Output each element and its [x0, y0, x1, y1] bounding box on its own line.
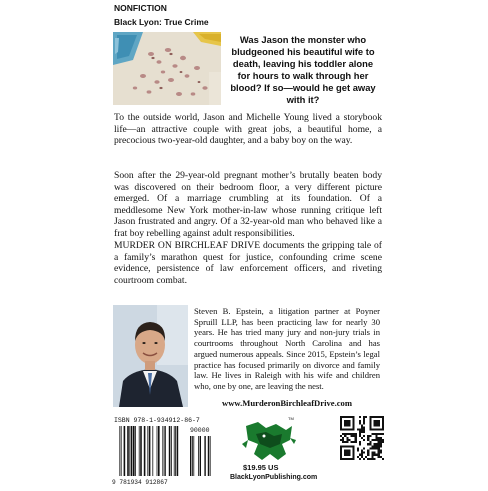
- barcode-addon-bar: [210, 436, 211, 476]
- qr-module: [376, 439, 378, 441]
- qr-module: [346, 433, 348, 435]
- qr-finder-module: [348, 420, 350, 422]
- black-lyon-logo: [240, 414, 298, 464]
- qr-module: [363, 439, 365, 441]
- qr-finder-module: [353, 420, 355, 422]
- barcode-bar: [162, 426, 163, 476]
- qr-finder-module: [371, 429, 373, 431]
- qr-finder-module: [346, 450, 348, 452]
- qr-module: [363, 418, 365, 420]
- qr-module: [367, 452, 369, 454]
- qr-module: [378, 454, 380, 456]
- qr-finder-module: [350, 429, 352, 431]
- qr-finder-module: [378, 416, 380, 418]
- qr-code[interactable]: [340, 416, 384, 460]
- qr-finder-module: [378, 429, 380, 431]
- price-label: $19.95 US: [243, 463, 279, 472]
- qr-finder-module: [340, 416, 342, 418]
- barcode-bar: [131, 426, 133, 476]
- qr-module: [371, 445, 373, 447]
- barcode-bar: [152, 426, 153, 476]
- qr-finder-module: [374, 429, 376, 431]
- qr-module: [355, 435, 357, 437]
- qr-module: [357, 456, 359, 458]
- barcode-bar: [147, 426, 148, 476]
- qr-module: [359, 441, 361, 443]
- qr-module: [371, 454, 373, 456]
- qr-module: [374, 433, 376, 435]
- qr-module: [340, 439, 342, 441]
- qr-module: [378, 441, 380, 443]
- qr-finder-module: [346, 458, 348, 460]
- qr-module: [369, 443, 371, 445]
- qr-finder-module: [353, 426, 355, 428]
- barcode-bar: [169, 426, 171, 476]
- qr-module: [359, 443, 361, 445]
- qr-finder-module: [348, 429, 350, 431]
- qr-module: [353, 441, 355, 443]
- qr-module: [359, 454, 361, 456]
- qr-finder-module: [340, 454, 342, 456]
- qr-finder-module: [340, 456, 342, 458]
- qr-finder-module: [344, 445, 346, 447]
- qr-module: [371, 439, 373, 441]
- category-label: NONFICTION: [114, 3, 167, 13]
- qr-module: [359, 458, 361, 460]
- qr-finder-module: [348, 445, 350, 447]
- qr-finder-module: [340, 418, 342, 420]
- qr-finder-module: [350, 458, 352, 460]
- qr-finder-module: [378, 424, 380, 426]
- barcode-addon-bar: [192, 436, 193, 476]
- price-code-text: 90000: [190, 427, 210, 434]
- qr-finder-module: [348, 454, 350, 456]
- barcode-bar: [124, 426, 126, 476]
- qr-module: [363, 435, 365, 437]
- blurb-paragraph-1: To the outside world, Jason and Michelle Young lived a storybook life—an attractive couple with great jobs, a beautiful home, a precocious two-year-old daughter, and a baby boy on the way.: [114, 112, 382, 147]
- qr-module: [380, 443, 382, 445]
- qr-finder-module: [340, 422, 342, 424]
- qr-module: [365, 416, 367, 418]
- qr-finder-module: [346, 429, 348, 431]
- qr-module: [367, 435, 369, 437]
- qr-module: [361, 452, 363, 454]
- barcode-addon-bar: [200, 436, 201, 476]
- qr-module: [346, 439, 348, 441]
- barcode-bar: [119, 426, 120, 476]
- qr-module: [353, 435, 355, 437]
- qr-module: [374, 452, 376, 454]
- qr-module: [376, 447, 378, 449]
- qr-module: [359, 416, 361, 418]
- publisher-website[interactable]: BlackLyonPublishing.com: [230, 474, 318, 481]
- qr-module: [374, 443, 376, 445]
- barcode-bar: [144, 426, 146, 476]
- qr-module: [363, 426, 365, 428]
- qr-module: [363, 422, 365, 424]
- qr-module: [355, 437, 357, 439]
- qr-module: [357, 429, 359, 431]
- qr-finder-module: [353, 454, 355, 456]
- qr-module: [361, 429, 363, 431]
- barcode-addon-bar: [208, 436, 209, 476]
- qr-module: [363, 452, 365, 454]
- qr-module: [355, 441, 357, 443]
- barcode-addon-bar: [198, 436, 199, 476]
- qr-module: [376, 445, 378, 447]
- qr-finder-module: [342, 445, 344, 447]
- qr-finder-module: [353, 447, 355, 449]
- qr-finder-module: [340, 426, 342, 428]
- qr-finder-module: [353, 416, 355, 418]
- barcode-addon-bar: [190, 436, 191, 476]
- qr-module: [378, 445, 380, 447]
- qr-module: [363, 416, 365, 418]
- qr-finder-module: [348, 458, 350, 460]
- qr-module: [382, 433, 384, 435]
- qr-module: [367, 443, 369, 445]
- barcode-addon-bar: [204, 436, 205, 476]
- qr-finder-module: [344, 420, 346, 422]
- qr-module: [363, 431, 365, 433]
- qr-finder-module: [382, 424, 384, 426]
- qr-finder-module: [376, 429, 378, 431]
- qr-module: [382, 441, 384, 443]
- qr-module: [371, 458, 373, 460]
- qr-module: [348, 433, 350, 435]
- qr-finder-module: [348, 422, 350, 424]
- barcode-bar: [133, 426, 135, 476]
- qr-module: [361, 450, 363, 452]
- qr-module: [367, 454, 369, 456]
- barcode-bar: [129, 426, 130, 476]
- qr-module: [348, 439, 350, 441]
- qr-module: [382, 458, 384, 460]
- qr-module: [369, 458, 371, 460]
- barcode-bar: [177, 426, 179, 476]
- qr-module: [376, 435, 378, 437]
- qr-module: [342, 437, 344, 439]
- qr-finder-module: [369, 416, 371, 418]
- author-photo: [113, 305, 188, 407]
- qr-finder-module: [376, 424, 378, 426]
- qr-module: [353, 433, 355, 435]
- qr-finder-module: [369, 424, 371, 426]
- qr-module: [380, 439, 382, 441]
- qr-module: [350, 435, 352, 437]
- barcode-bar: [139, 426, 140, 476]
- qr-module: [378, 439, 380, 441]
- qr-module: [374, 445, 376, 447]
- qr-finder-module: [378, 420, 380, 422]
- qr-module: [371, 456, 373, 458]
- qr-finder-module: [382, 416, 384, 418]
- qr-finder-module: [344, 422, 346, 424]
- qr-module: [361, 431, 363, 433]
- qr-finder-module: [380, 416, 382, 418]
- qr-finder-module: [344, 454, 346, 456]
- qr-finder-module: [371, 416, 373, 418]
- qr-module: [378, 450, 380, 452]
- qr-module: [380, 452, 382, 454]
- qr-module: [367, 437, 369, 439]
- qr-finder-module: [382, 429, 384, 431]
- qr-finder-module: [374, 416, 376, 418]
- qr-module: [371, 433, 373, 435]
- qr-finder-module: [346, 420, 348, 422]
- qr-module: [367, 458, 369, 460]
- qr-module: [361, 456, 363, 458]
- qr-module: [359, 431, 361, 433]
- qr-finder-module: [342, 458, 344, 460]
- qr-finder-module: [348, 452, 350, 454]
- qr-module: [369, 441, 371, 443]
- qr-finder-module: [376, 422, 378, 424]
- qr-module: [365, 456, 367, 458]
- qr-module: [374, 439, 376, 441]
- qr-module: [380, 437, 382, 439]
- qr-module: [369, 435, 371, 437]
- barcode-bar: [158, 426, 160, 476]
- qr-module: [380, 450, 382, 452]
- barcode-addon-bar: [193, 436, 194, 476]
- qr-finder-module: [342, 429, 344, 431]
- qr-finder-module: [378, 422, 380, 424]
- qr-finder-module: [382, 422, 384, 424]
- qr-module: [344, 435, 346, 437]
- qr-module: [359, 422, 361, 424]
- qr-module: [376, 433, 378, 435]
- barcode-bar: [135, 426, 136, 476]
- qr-module: [380, 445, 382, 447]
- barcode-bar: [165, 426, 166, 476]
- isbn-text: ISBN 978-1-934912-86-7: [114, 417, 200, 424]
- qr-finder-module: [353, 452, 355, 454]
- qr-module: [367, 439, 369, 441]
- qr-finder-module: [350, 416, 352, 418]
- qr-module: [361, 437, 363, 439]
- qr-finder-module: [353, 424, 355, 426]
- qr-finder-module: [382, 420, 384, 422]
- book-website[interactable]: www.MurderonBirchleafDrive.com: [222, 398, 352, 408]
- qr-finder-module: [369, 418, 371, 420]
- qr-module: [355, 439, 357, 441]
- imprint-label: Black Lyon: True Crime: [114, 17, 209, 27]
- qr-finder-module: [353, 422, 355, 424]
- qr-module: [340, 435, 342, 437]
- ean-text: 9 781934 912867: [112, 479, 168, 486]
- qr-module: [344, 441, 346, 443]
- qr-finder-module: [348, 450, 350, 452]
- qr-module: [346, 441, 348, 443]
- qr-finder-module: [353, 458, 355, 460]
- qr-module: [357, 447, 359, 449]
- qr-finder-module: [350, 445, 352, 447]
- qr-module: [361, 426, 363, 428]
- qr-module: [371, 452, 373, 454]
- qr-finder-module: [344, 458, 346, 460]
- qr-module: [342, 441, 344, 443]
- qr-finder-module: [344, 429, 346, 431]
- qr-module: [363, 447, 365, 449]
- trademark-mark: TM: [288, 416, 294, 421]
- barcode-bar: [127, 426, 129, 476]
- qr-module: [374, 454, 376, 456]
- qr-finder-module: [340, 447, 342, 449]
- barcode-bar: [174, 426, 175, 476]
- qr-finder-module: [376, 420, 378, 422]
- barcode-bar: [157, 426, 158, 476]
- qr-module: [367, 450, 369, 452]
- qr-finder-module: [346, 422, 348, 424]
- qr-finder-module: [374, 422, 376, 424]
- qr-module: [363, 458, 365, 460]
- qr-module: [342, 439, 344, 441]
- qr-module: [380, 433, 382, 435]
- qr-finder-module: [382, 426, 384, 428]
- qr-module: [363, 420, 365, 422]
- qr-finder-module: [369, 420, 371, 422]
- qr-module: [357, 450, 359, 452]
- qr-module: [378, 447, 380, 449]
- qr-module: [369, 447, 371, 449]
- qr-finder-module: [376, 416, 378, 418]
- qr-module: [371, 447, 373, 449]
- qr-finder-module: [353, 456, 355, 458]
- qr-module: [376, 443, 378, 445]
- qr-finder-module: [353, 445, 355, 447]
- qr-finder-module: [374, 424, 376, 426]
- qr-finder-module: [369, 422, 371, 424]
- barcode-bar: [140, 426, 142, 476]
- qr-finder-module: [346, 445, 348, 447]
- barcode-bar: [164, 426, 165, 476]
- qr-module: [363, 429, 365, 431]
- qr-finder-module: [346, 424, 348, 426]
- qr-finder-module: [342, 416, 344, 418]
- blurb-paragraph-2: Soon after the 29-year-old pregnant mother’s brutally beaten body was discovered on their bedroom floor, a very different picture emerged. Of a marriage crumbling at its foundation. Of a meddlesome New York mother-in-law whose running critique left Jason frustrated and angry. Of a 32-year-old man who behaved like a frat boy rebelling against adult responsibilities.: [114, 170, 382, 239]
- barcode-bar: [171, 426, 172, 476]
- qr-finder-module: [382, 418, 384, 420]
- hook-question: Was Jason the monster who bludgeoned his beautiful wife to death, leaving his toddler alone for hours to walk through her blood? If so—would he get away with it?: [230, 34, 376, 105]
- qr-finder-module: [344, 452, 346, 454]
- qr-module: [359, 429, 361, 431]
- qr-module: [378, 433, 380, 435]
- qr-module: [350, 433, 352, 435]
- qr-finder-module: [346, 454, 348, 456]
- qr-finder-module: [369, 426, 371, 428]
- qr-finder-module: [348, 416, 350, 418]
- qr-finder-module: [340, 445, 342, 447]
- qr-module: [344, 433, 346, 435]
- qr-finder-module: [348, 424, 350, 426]
- qr-module: [359, 435, 361, 437]
- qr-module: [350, 441, 352, 443]
- qr-module: [346, 437, 348, 439]
- qr-finder-module: [346, 416, 348, 418]
- qr-module: [361, 454, 363, 456]
- qr-module: [342, 433, 344, 435]
- qr-finder-module: [353, 429, 355, 431]
- qr-module: [376, 437, 378, 439]
- qr-finder-module: [344, 424, 346, 426]
- qr-module: [359, 420, 361, 422]
- qr-module: [374, 447, 376, 449]
- qr-finder-module: [374, 420, 376, 422]
- qr-finder-module: [344, 416, 346, 418]
- qr-module: [359, 433, 361, 435]
- qr-finder-module: [369, 429, 371, 431]
- isbn-barcode: [112, 414, 212, 486]
- qr-finder-module: [346, 452, 348, 454]
- qr-module: [380, 456, 382, 458]
- qr-module: [378, 456, 380, 458]
- qr-finder-module: [353, 418, 355, 420]
- qr-finder-module: [340, 424, 342, 426]
- qr-finder-module: [340, 452, 342, 454]
- barcode-bar: [149, 426, 151, 476]
- qr-module: [374, 458, 376, 460]
- qr-finder-module: [340, 450, 342, 452]
- qr-finder-module: [340, 420, 342, 422]
- blurb-paragraph-3: MURDER ON BIRCHLEAF DRIVE documents the gripping tale of a family’s marathon quest for justice, confounding crime scene evidence, persistence of law enforcement officers, and riveting courtroom combat.: [114, 240, 382, 286]
- qr-module: [380, 441, 382, 443]
- barcode-bar: [121, 426, 122, 476]
- barcode-bar: [175, 426, 176, 476]
- qr-module: [376, 454, 378, 456]
- qr-module: [378, 452, 380, 454]
- qr-module: [355, 433, 357, 435]
- qr-module: [378, 443, 380, 445]
- qr-finder-module: [344, 450, 346, 452]
- qr-finder-module: [340, 458, 342, 460]
- qr-module: [361, 424, 363, 426]
- qr-module: [378, 437, 380, 439]
- qr-finder-module: [340, 429, 342, 431]
- author-bio: Steven B. Epstein, a litigation partner at Poyner Spruill LLP, has been practicing law for nearly 30 years. He has tried many jury and non-jury trials in courtrooms throughout North Carolina and has argued numerous appeals. Since 2015, Epstein’s legal practice has focused primarily on divorce and family law. He lives in Raleigh with his wife and children who, one by one, are leaving the nest.: [194, 306, 380, 391]
- qr-finder-module: [380, 429, 382, 431]
- crime-scene-photo: [113, 32, 221, 105]
- qr-finder-module: [353, 450, 355, 452]
- qr-module: [382, 439, 384, 441]
